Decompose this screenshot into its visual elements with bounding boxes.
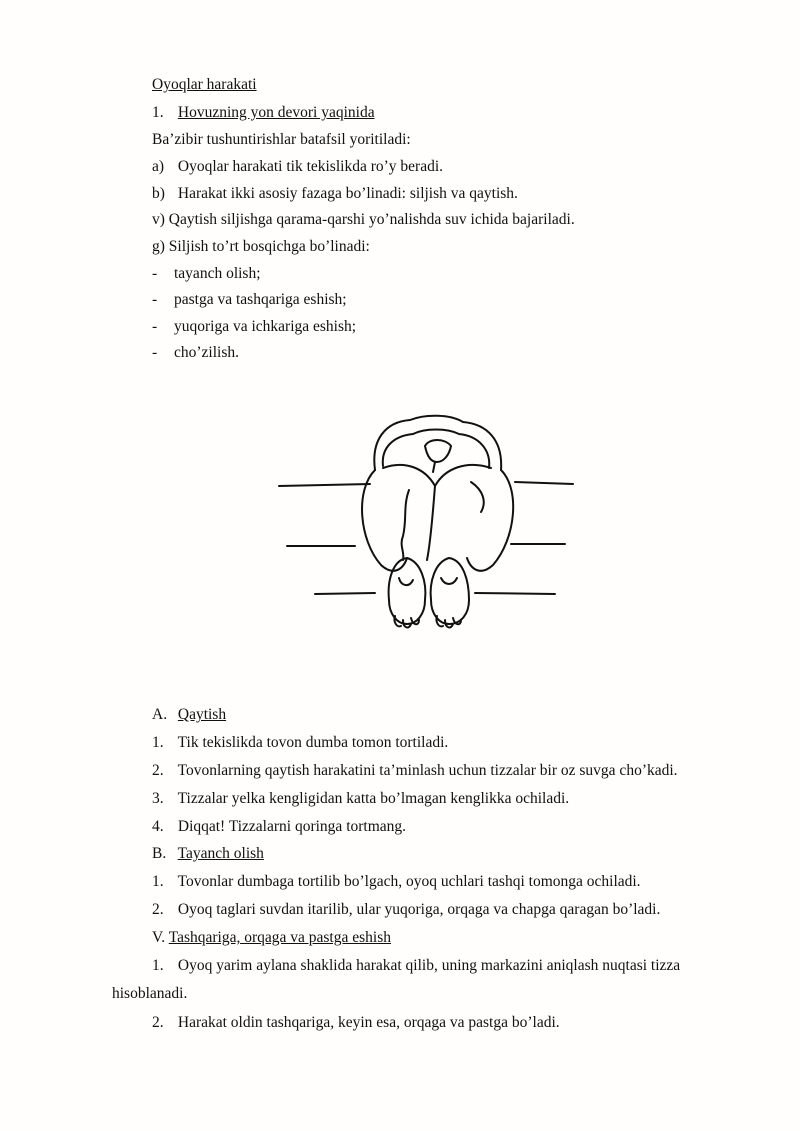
item-number: 4. (152, 818, 164, 835)
list-item (152, 956, 680, 976)
list-item (152, 789, 569, 809)
subsection-1 (152, 103, 375, 123)
list-item (152, 872, 641, 892)
list-item (152, 1013, 560, 1033)
dash-marker: - (152, 344, 158, 361)
subsection-number: 1. (152, 104, 164, 121)
point-marker: v) (152, 211, 165, 228)
dash-text: cho’zilish. (174, 344, 239, 361)
point-g (152, 237, 370, 257)
dash-item (152, 290, 347, 310)
intro-text: Ba’zibir tushuntirishlar batafsil yoritiladi: (152, 131, 411, 148)
list-item (152, 900, 660, 920)
point-text: Siljish to’rt bosqichga bo’linadi: (168, 238, 370, 255)
section-title: Oyoqlar harakati (152, 76, 257, 93)
list-item (152, 733, 448, 753)
section-title: Qaytish (177, 706, 227, 723)
item-text: Tovonlarning qaytish harakatini ta’minlash uchun tizzalar bir oz suvga cho’kadi. (177, 762, 678, 779)
swimmer-legs-illustration (275, 410, 580, 640)
dash-item (152, 317, 356, 337)
point-marker: b) (152, 185, 165, 202)
dash-marker: - (152, 291, 158, 308)
item-number: 2. (152, 1014, 164, 1031)
point-text: Harakat ikki asosiy fazaga bo’linadi: siljish va qaytish. (177, 185, 518, 202)
item-text: Oyoq taglari suvdan itarilib, ular yuqoriga, orqaga va chapga qaragan bo’ladi. (177, 901, 661, 918)
item-text: Diqqat! Tizzalarni qoringa tortmang. (177, 818, 407, 835)
point-marker: g) (152, 238, 165, 255)
list-item (152, 817, 406, 837)
item-text: Tovonlar dumbaga tortilib bo’lgach, oyoq uchlari tashqi tomonga ochiladi. (177, 873, 641, 890)
dash-text: tayanch olish; (174, 265, 261, 282)
item-number: 1. (152, 734, 164, 751)
point-v (152, 210, 575, 230)
dash-text: yuqoriga va ichkariga eshish; (174, 318, 357, 335)
item-number: 3. (152, 790, 164, 807)
point-a (152, 157, 443, 177)
dash-item (152, 264, 261, 284)
item-number: 2. (152, 901, 164, 918)
list-item (152, 761, 678, 781)
item-text: Oyoq yarim aylana shaklida harakat qilib, uning markazini aniqlash nuqtasi tizza (177, 957, 681, 974)
subsection-title: Hovuzning yon devori yaqinida (177, 104, 375, 121)
point-text: Qaytish siljishga qarama-qarshi yo’nalishda suv ichida bajariladi. (168, 211, 575, 228)
item-number: 1. (152, 873, 164, 890)
item-continuation: hisoblanadi. (112, 985, 188, 1002)
dash-text: pastga va tashqariga eshish; (174, 291, 347, 308)
section-marker: A. (152, 706, 168, 723)
point-marker: a) (152, 158, 165, 175)
point-b (152, 184, 518, 204)
item-text: Tik tekislikda tovon dumba tomon tortiladi. (177, 734, 449, 751)
section-marker: B. (152, 845, 167, 862)
section-b-heading (152, 844, 264, 864)
section-a-heading (152, 705, 226, 725)
section-marker: V. (152, 929, 166, 946)
dash-item (152, 343, 239, 363)
dash-marker: - (152, 265, 158, 282)
item-number: 2. (152, 762, 164, 779)
section-v-heading (152, 928, 391, 948)
section-title: Tayanch olish (177, 845, 264, 862)
point-text: Oyoqlar harakati tik tekislikda ro’y beradi. (177, 158, 444, 175)
item-text: Tizzalar yelka kengligidan katta bo’lmagan kenglikka ochiladi. (177, 790, 570, 807)
item-number: 1. (152, 957, 164, 974)
item-text: Harakat oldin tashqariga, keyin esa, orqaga va pastga bo’ladi. (177, 1014, 560, 1031)
dash-marker: - (152, 318, 158, 335)
section-title: Tashqariga, orqaga va pastga eshish (168, 929, 391, 946)
